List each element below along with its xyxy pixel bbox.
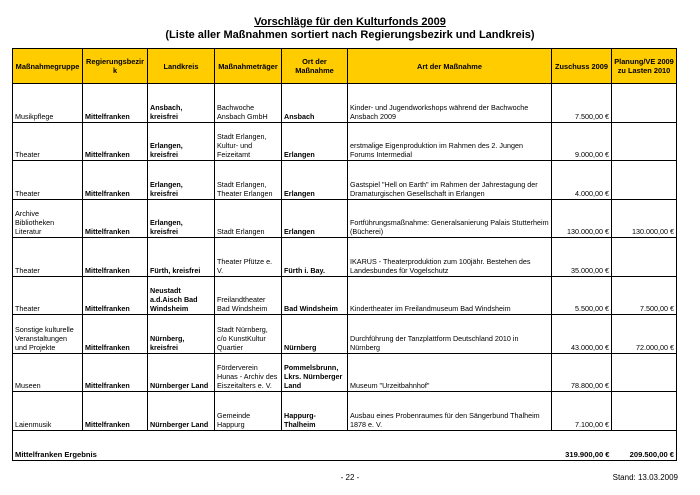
cell-planung bbox=[612, 353, 677, 392]
cell-art: Kindertheater im Freilandmuseum Bad Windsheim bbox=[348, 276, 552, 315]
document-subtitle: (Liste aller Maßnahmen sortiert nach Regierungsbezirk und Landkreis) bbox=[165, 29, 535, 41]
table-row bbox=[13, 238, 677, 277]
column-header: Landkreis bbox=[148, 49, 215, 84]
cell-zuschuss: 5.500,00 € bbox=[552, 276, 612, 315]
cell-bezirk: Mittelfranken bbox=[83, 238, 148, 277]
cell-ort: Nürnberg bbox=[282, 315, 348, 354]
cell-planung bbox=[612, 161, 677, 200]
cell-gruppe: Museen bbox=[13, 353, 83, 392]
column-header: Regierungsbezirk bbox=[83, 49, 148, 84]
cell-zuschuss: 9.000,00 € bbox=[552, 122, 612, 161]
cell-landkreis: Nürnberger Land bbox=[148, 392, 215, 431]
cell-zuschuss: 7.500,00 € bbox=[552, 84, 612, 123]
document-title: Vorschläge für den Kulturfonds 2009 bbox=[254, 16, 446, 28]
cell-ort: Erlangen bbox=[282, 199, 348, 238]
cell-planung bbox=[612, 84, 677, 123]
cell-gruppe: Theater bbox=[13, 161, 83, 200]
cell-art: Kinder- und Jugendworkshops während der Bachwoche Ansbach 2009 bbox=[348, 84, 552, 123]
cell-zuschuss: 7.100,00 € bbox=[552, 392, 612, 431]
cell-zuschuss: 130.000,00 € bbox=[552, 199, 612, 238]
column-header: Planung/VE 2009 zu Lasten 2010 bbox=[612, 49, 677, 84]
cell-gruppe: Theater bbox=[13, 122, 83, 161]
cell-landkreis: Erlangen, kreisfrei bbox=[148, 122, 215, 161]
column-header: Maßnahmeträger bbox=[215, 49, 282, 84]
column-header: Ort der Maßnahme bbox=[282, 49, 348, 84]
cell-traeger: Stadt Erlangen bbox=[215, 199, 282, 238]
table-row bbox=[13, 276, 677, 315]
table-row bbox=[13, 122, 677, 161]
cell-bezirk: Mittelfranken bbox=[83, 276, 148, 315]
cell-landkreis: Nürnberg, kreisfrei bbox=[148, 315, 215, 354]
cell-bezirk: Mittelfranken bbox=[83, 199, 148, 238]
cell-traeger: Freilandtheater Bad Windsheim bbox=[215, 276, 282, 315]
cell-landkreis: Fürth, kreisfrei bbox=[148, 238, 215, 277]
cell-gruppe: Theater bbox=[13, 238, 83, 277]
cell-ort: Erlangen bbox=[282, 122, 348, 161]
cell-planung bbox=[612, 122, 677, 161]
cell-art: Gastspiel "Hell on Earth" im Rahmen der Jahrestagung der Dramaturgischen Gesellschaft in Erlangen bbox=[348, 161, 552, 200]
cell-gruppe: Sonstige kulturelle Veranstaltungen und Projekte bbox=[13, 315, 83, 354]
cell-ort: Bad Windsheim bbox=[282, 276, 348, 315]
cell-traeger: Stadt Erlangen, Theater Erlangen bbox=[215, 161, 282, 200]
cell-planung bbox=[612, 392, 677, 431]
cell-ort: Erlangen bbox=[282, 161, 348, 200]
cell-traeger: Stadt Erlangen, Kultur- und Feizeitamt bbox=[215, 122, 282, 161]
page-number: - 22 - bbox=[340, 473, 360, 482]
cell-traeger: Bachwoche Ansbach GmbH bbox=[215, 84, 282, 123]
cell-landkreis: Erlangen, kreisfrei bbox=[148, 199, 215, 238]
total-row bbox=[13, 449, 677, 461]
cell-planung: 72.000,00 € bbox=[612, 315, 677, 354]
cell-zuschuss: 78.800,00 € bbox=[552, 353, 612, 392]
cell-bezirk: Mittelfranken bbox=[83, 122, 148, 161]
cell-bezirk: Mittelfranken bbox=[83, 353, 148, 392]
stand-date: Stand: 13.03.2009 bbox=[612, 473, 678, 482]
table-row bbox=[13, 353, 677, 392]
cell-ort: Fürth i. Bay. bbox=[282, 238, 348, 277]
cell-bezirk: Mittelfranken bbox=[83, 161, 148, 200]
measures-table bbox=[12, 48, 677, 461]
cell-gruppe: Laienmusik bbox=[13, 392, 83, 431]
cell-bezirk: Mittelfranken bbox=[83, 84, 148, 123]
cell-zuschuss: 4.000,00 € bbox=[552, 161, 612, 200]
cell-landkreis: Erlangen, kreisfrei bbox=[148, 161, 215, 200]
table-row bbox=[13, 84, 677, 123]
cell-zuschuss: 43.000,00 € bbox=[552, 315, 612, 354]
spacer-row bbox=[13, 430, 677, 449]
table-header-row bbox=[13, 49, 677, 84]
cell-traeger: Gemeinde Happurg bbox=[215, 392, 282, 431]
cell-planung: 7.500,00 € bbox=[612, 276, 677, 315]
cell-art: IKARUS - Theaterproduktion zum 100jähr. Bestehen des Landesbundes für Vogelschutz bbox=[348, 238, 552, 277]
cell-bezirk: Mittelfranken bbox=[83, 315, 148, 354]
cell-planung: 130.000,00 € bbox=[612, 199, 677, 238]
total-planung: 209.500,00 € bbox=[612, 449, 677, 461]
cell-ort: Ansbach bbox=[282, 84, 348, 123]
column-header: Maßnahmegruppe bbox=[13, 49, 83, 84]
cell-gruppe: Archive Bibliotheken Literatur bbox=[13, 199, 83, 238]
cell-landkreis: Nürnberger Land bbox=[148, 353, 215, 392]
cell-art: Ausbau eines Probenraumes für den Sängerbund Thalheim 1878 e. V. bbox=[348, 392, 552, 431]
cell-art: Durchführung der Tanzplattform Deutschland 2010 in Nürnberg bbox=[348, 315, 552, 354]
total-zuschuss: 319.900,00 € bbox=[552, 449, 612, 461]
cell-art: Museum "Urzeitbahnhof" bbox=[348, 353, 552, 392]
cell-landkreis: Neustadt a.d.Aisch Bad Windsheim bbox=[148, 276, 215, 315]
column-header: Zuschuss 2009 bbox=[552, 49, 612, 84]
cell-ort: Happurg-Thalheim bbox=[282, 392, 348, 431]
cell-landkreis: Ansbach, kreisfrei bbox=[148, 84, 215, 123]
cell-bezirk: Mittelfranken bbox=[83, 392, 148, 431]
table-row bbox=[13, 161, 677, 200]
cell-art: erstmalige Eigenproduktion im Rahmen des 2. Jungen Forums Intermedial bbox=[348, 122, 552, 161]
cell-traeger: Förderverein Hunas - Archiv des Eiszeitalters e. V. bbox=[215, 353, 282, 392]
cell-zuschuss: 35.000,00 € bbox=[552, 238, 612, 277]
cell-gruppe: Musikpflege bbox=[13, 84, 83, 123]
table-row bbox=[13, 315, 677, 354]
cell-art: Fortführungsmaßnahme: Generalsanierung Palais Stutterheim (Bücherei) bbox=[348, 199, 552, 238]
cell-ort: Pommelsbrunn, Lkrs. Nürnberger Land bbox=[282, 353, 348, 392]
cell-planung bbox=[612, 238, 677, 277]
total-label: Mittelfranken Ergebnis bbox=[13, 449, 148, 461]
column-header: Art der Maßnahme bbox=[348, 49, 552, 84]
table-row bbox=[13, 199, 677, 238]
table-row bbox=[13, 392, 677, 431]
cell-traeger: Theater Pfütze e. V. bbox=[215, 238, 282, 277]
cell-traeger: Stadt Nürnberg, c/o KunstKultur Quartier bbox=[215, 315, 282, 354]
cell-gruppe: Theater bbox=[13, 276, 83, 315]
